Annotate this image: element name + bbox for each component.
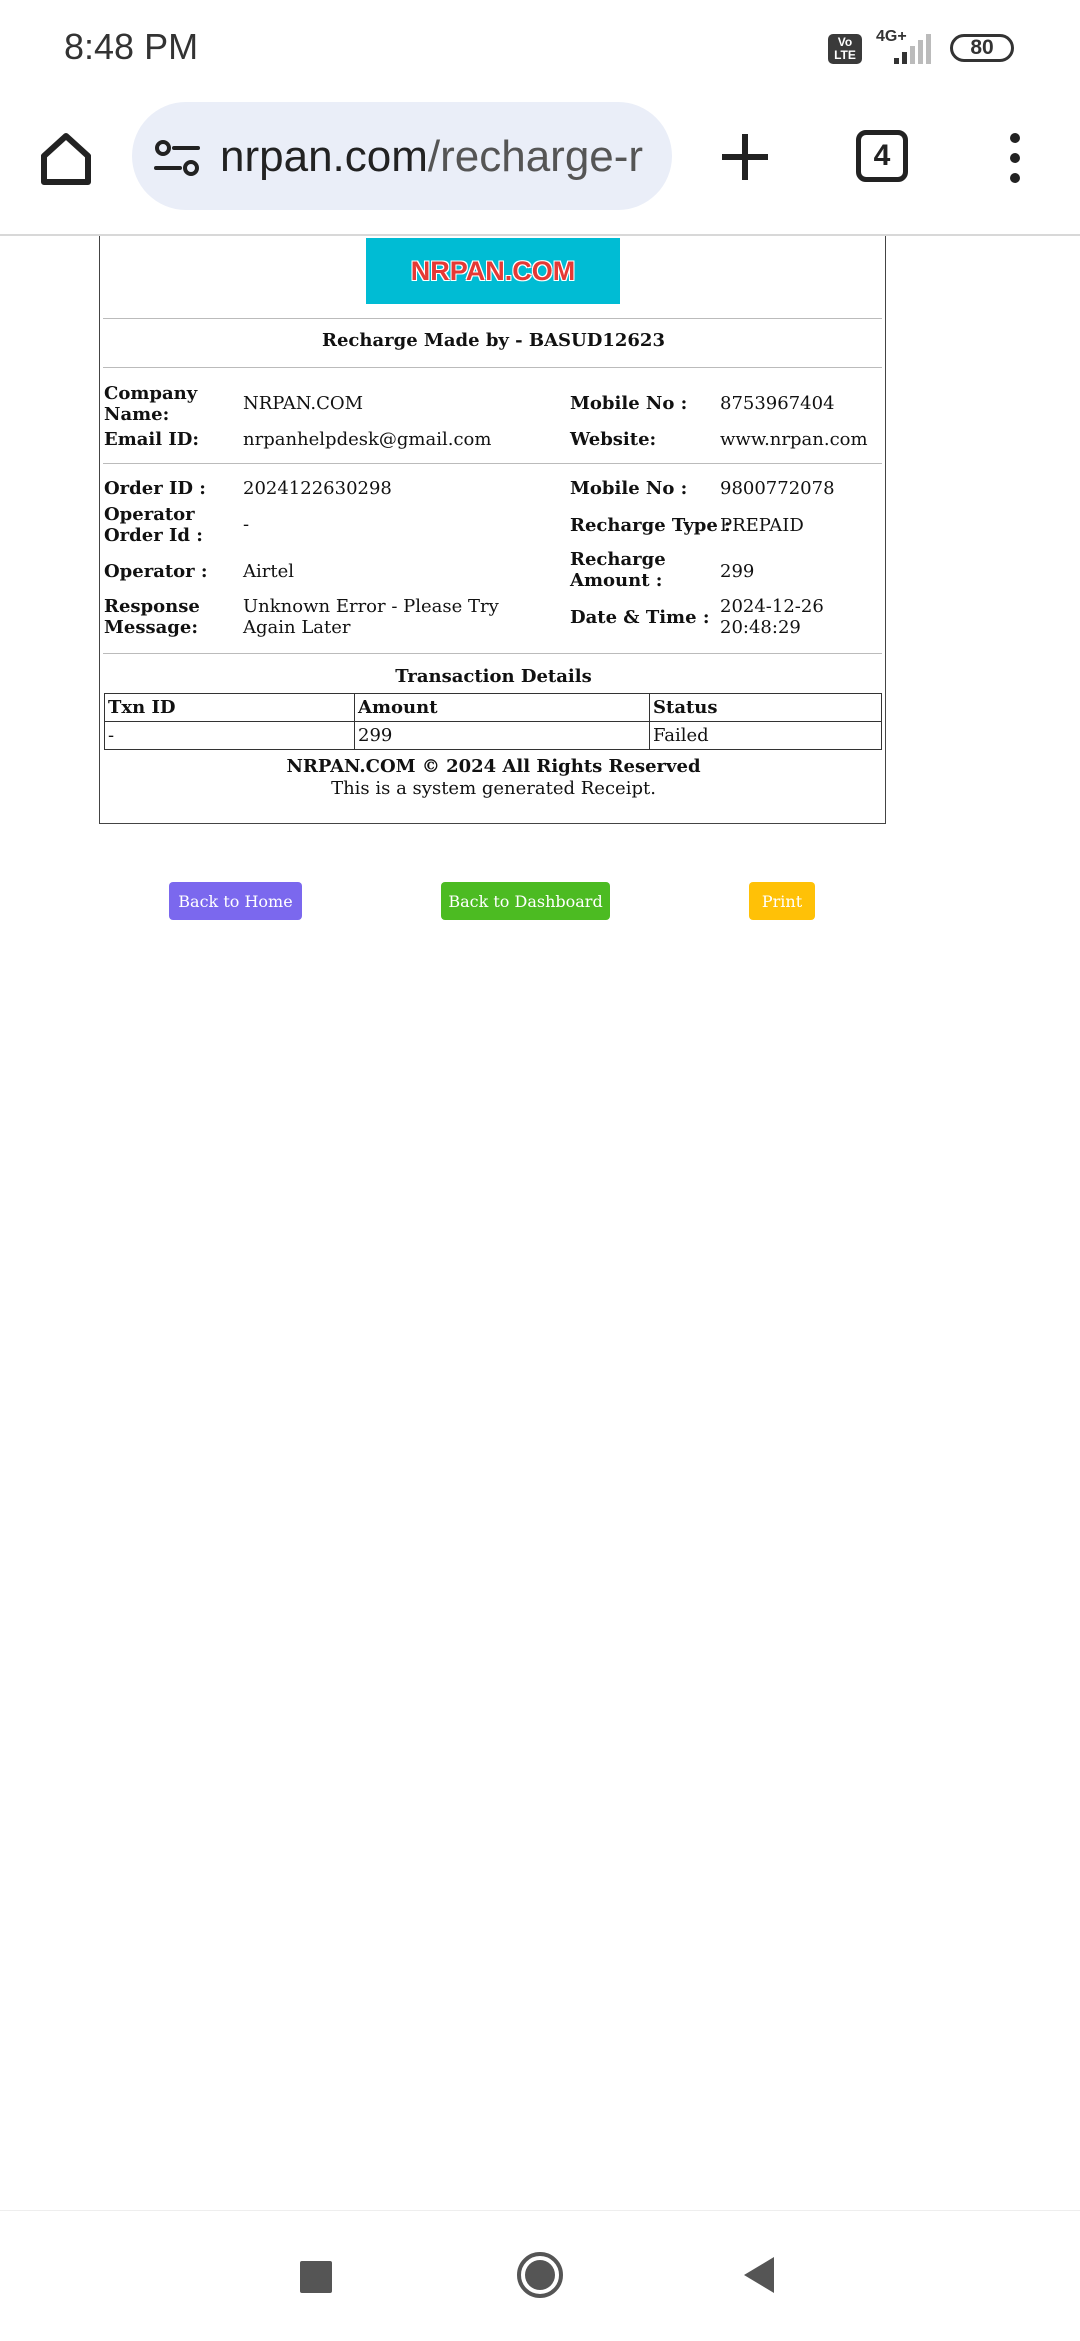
status-bar [0,0,1080,100]
browser-toolbar [0,100,1080,236]
company-mobile-value: 8753967404 [720,393,835,414]
table-header-row [105,694,882,722]
made-by-text: Recharge Made by - BASUD12623 [322,330,665,351]
transaction-table [104,693,882,750]
datetime-label: Date & Time : [570,607,710,628]
operator-value: Airtel [243,561,295,582]
divider [103,367,882,368]
url-text[interactable] [220,132,660,182]
table-row [105,722,882,750]
url-domain: nrpan.com [220,132,428,181]
battery-indicator: 80 [950,34,1014,62]
order-id-value: 2024122630298 [243,478,392,499]
email-label: Email ID: [104,429,200,450]
address-bar[interactable] [132,102,672,210]
datetime-value: 2024-12-26 20:48:29 [720,596,824,638]
table-cell: - [105,722,355,750]
site-settings-icon[interactable] [154,138,200,178]
website-label: Website: [570,429,657,450]
recharge-type-value: PREPAID [720,515,804,536]
receipt-card [99,236,886,824]
operator-order-value: - [243,514,250,535]
company-name-label: Company Name: [104,383,198,425]
brand-logo: NRPAN.COM [366,238,620,304]
more-menu-icon[interactable] [1000,130,1030,186]
company-name-value: NRPAN.COM [243,393,364,414]
operator-label: Operator : [104,561,208,582]
email-value: nrpanhelpdesk@gmail.com [243,429,492,450]
divider [103,463,882,464]
url-path: /recharge-r [427,132,644,181]
home-nav-icon[interactable] [516,2251,564,2299]
table-header: Txn ID [105,694,355,722]
table-header: Status [650,694,882,722]
table-cell: Failed [650,722,882,750]
recents-icon[interactable] [300,2261,332,2293]
receipt-note: This is a system generated Receipt. [331,778,656,799]
divider [103,318,882,319]
back-to-home-button[interactable]: Back to Home [169,882,302,920]
print-button[interactable]: Print [749,882,815,920]
recharge-mobile-label: Mobile No : [570,478,688,499]
table-cell: 299 [355,722,650,750]
new-tab-icon[interactable] [716,128,774,186]
recharge-amount-label: Recharge Amount : [570,549,666,591]
recharge-amount-value: 299 [720,561,755,582]
divider [103,653,882,654]
system-nav-bar [0,2210,1080,2341]
response-value: Unknown Error - Please Try Again Later [243,596,499,638]
table-header: Amount [355,694,650,722]
back-to-dashboard-button[interactable]: Back to Dashboard [441,882,610,920]
transaction-title: Transaction Details [395,666,592,687]
response-label: Response Message: [104,596,200,638]
website-value: www.nrpan.com [720,429,868,450]
company-mobile-label: Mobile No : [570,393,688,414]
tab-switcher-button[interactable]: 4 [856,130,908,182]
home-icon[interactable] [36,128,96,188]
operator-order-label: Operator Order Id : [104,504,203,546]
recharge-type-label: Recharge Type : [570,515,731,536]
volte-icon: Vo LTE [828,34,862,64]
recharge-mobile-value: 9800772078 [720,478,835,499]
status-time: 8:48 PM [64,26,199,67]
order-id-label: Order ID : [104,478,206,499]
copyright-text: NRPAN.COM © 2024 All Rights Reserved [286,756,701,777]
network-type: 4G+ [876,28,907,45]
back-nav-icon[interactable] [742,2255,776,2295]
signal-icon [892,34,936,64]
